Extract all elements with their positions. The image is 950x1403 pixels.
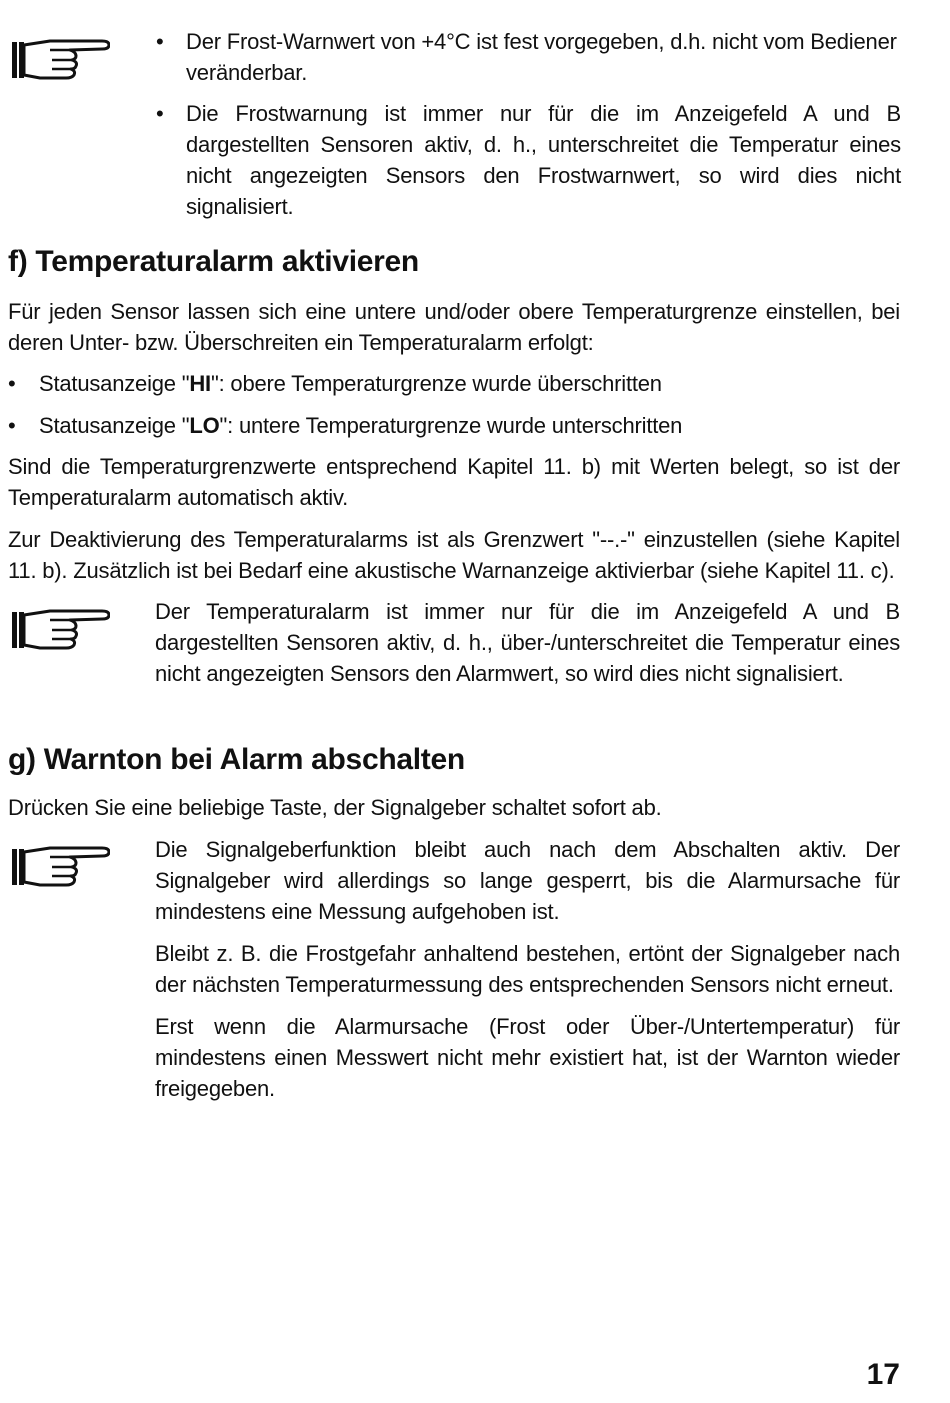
status-prefix: Statusanzeige " xyxy=(39,413,190,438)
bullet: • xyxy=(156,101,164,126)
section-f-title: f) Temperaturalarm aktivieren xyxy=(8,245,419,278)
section-f-note: Der Temperaturalarm ist immer nur für die im Anzeigefeld A und B dargestellten Sensoren aktiv, d. h., über-/unterschreitet die Temperatur eines nicht angezeigten Sensors den Alarmwert, so wird dies nicht signalisiert. xyxy=(155,599,900,686)
list-item-text: Der Frost-Warnwert von +4°C ist fest vorgegeben, d.h. nicht vom Bediener veränderbar. xyxy=(186,29,897,85)
status-code-lo: LO xyxy=(189,413,220,438)
list-item xyxy=(8,368,900,399)
section-f-intro: Für jeden Sensor lassen sich eine untere und/oder obere Temperaturgrenze einstellen, bei deren Unter- bzw. Überschreiten ein Temperaturalarm erfolgt: xyxy=(8,299,900,355)
pointing-hand-icon xyxy=(10,33,110,85)
status-list xyxy=(8,368,900,452)
status-suffix: ": obere Temperaturgrenze wurde überschritten xyxy=(210,371,662,396)
list-item xyxy=(156,26,901,88)
section-g-title: g) Warnton bei Alarm abschalten xyxy=(8,743,465,776)
section-g-note-3: Erst wenn die Alarmursache (Frost oder Über-/Untertemperatur) für mindestens einen Messwert nicht mehr existiert hat, ist der Warnton wieder freigegeben. xyxy=(155,1014,900,1101)
bullet: • xyxy=(8,413,16,438)
pointing-hand-icon xyxy=(10,840,110,892)
list-item xyxy=(8,410,900,441)
bullet: • xyxy=(8,371,16,396)
section-g-note-1: Die Signalgeberfunktion bleibt auch nach dem Abschalten aktiv. Der Signalgeber wird allerdings so lange gesperrt, bis die Alarmursache für mindestens eine Messung aufgehoben ist. xyxy=(155,837,900,924)
list-item xyxy=(156,98,901,222)
section-g-note-2: Bleibt z. B. die Frostgefahr anhaltend bestehen, ertönt der Signalgeber nach der nächsten Temperaturmessung des entsprechenden Sensors nicht erneut. xyxy=(155,941,900,997)
bullet: • xyxy=(156,29,164,54)
frost-notes-list xyxy=(156,26,901,232)
section-f-deactivate-paragraph: Zur Deaktivierung des Temperaturalarms ist als Grenzwert "--.-" einzustellen (siehe Kapitel 11. b). Zusätzlich ist bei Bedarf eine akustische Warnanzeige aktivierbar (siehe Kapitel 11. c). xyxy=(8,527,900,583)
list-item-text: Die Frostwarnung ist immer nur für die im Anzeigefeld A und B dargestellten Sensoren aktiv, d. h., unterschreitet die Temperatur eines nicht angezeigten Sensors den Frostwarnwert, so wird dies nicht signalisiert. xyxy=(186,101,901,219)
pointing-hand-icon xyxy=(10,603,110,655)
status-prefix: Statusanzeige " xyxy=(39,371,190,396)
section-g-intro: Drücken Sie eine beliebige Taste, der Signalgeber schaltet sofort ab. xyxy=(8,795,662,820)
status-suffix: ": untere Temperaturgrenze wurde unterschritten xyxy=(219,413,683,438)
section-f-auto-paragraph: Sind die Temperaturgrenzwerte entsprechend Kapitel 11. b) mit Werten belegt, so ist der Temperaturalarm automatisch aktiv. xyxy=(8,454,900,510)
status-code-hi: HI xyxy=(189,371,211,396)
page-number: 17 xyxy=(866,1358,900,1391)
